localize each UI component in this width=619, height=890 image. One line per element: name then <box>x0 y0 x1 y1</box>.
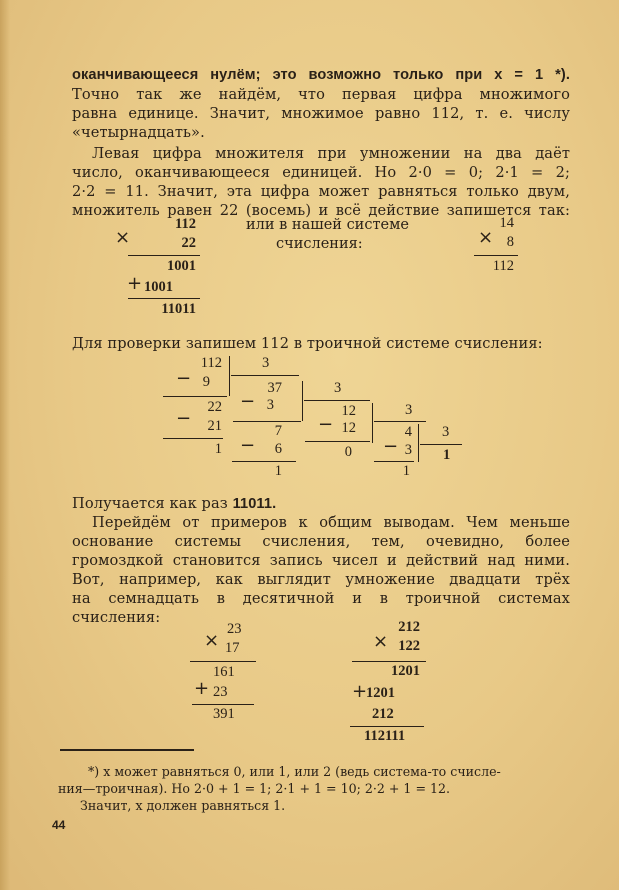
text-line: основание системы счисления, тем, очевидно, более <box>72 533 570 550</box>
quotient-dividend: 37 <box>267 380 282 396</box>
times-sign: × <box>478 227 494 248</box>
difference: 7 <box>274 423 282 439</box>
multiplicand: 23 <box>227 621 242 637</box>
result-sentence <box>72 494 570 514</box>
remainder: 1 <box>402 463 410 479</box>
multiplier: 122 <box>398 638 420 654</box>
subtrahend: 3 <box>404 442 412 458</box>
quotient-dividend: 4 <box>404 424 412 440</box>
product: 11011 <box>161 301 196 317</box>
text-line: Вот, например, как выглядит умножение двадцати трёх <box>72 571 570 588</box>
result-prefix: Получается как раз <box>72 495 228 512</box>
result-value: 11011. <box>232 496 277 512</box>
multiplicand: 112 <box>175 216 196 232</box>
rule <box>420 444 462 445</box>
subtrahend: 3 <box>266 397 274 413</box>
multiplicand: 14 <box>499 215 514 231</box>
remainder: 0 <box>344 444 352 460</box>
division-bar <box>418 424 419 462</box>
subtrahend: 12 <box>341 420 356 436</box>
product: 112111 <box>364 728 406 744</box>
text-line: на семнадцать в десятичной и в троичной системах <box>72 590 570 607</box>
minus-sign: − <box>383 436 399 457</box>
caption-line: или в нашей системе <box>246 217 409 233</box>
difference: 22 <box>207 399 222 415</box>
multiplicand: 212 <box>398 619 420 635</box>
divisor: 3 <box>442 424 450 440</box>
remainder: 1 <box>274 463 282 479</box>
multiplier: 17 <box>225 640 240 656</box>
plus-sign: + <box>352 681 368 702</box>
text-line: равна единице. Значит, множимое равно 112, т. е. числу <box>72 105 570 122</box>
remainder: 1 <box>214 441 222 457</box>
partial-product: 1001 <box>144 279 173 295</box>
divisor: 3 <box>334 380 342 396</box>
subtrahend: 9 <box>202 374 210 390</box>
partial-product: 23 <box>213 684 228 700</box>
minus-sign: − <box>176 408 192 429</box>
final-quotient: 1 <box>443 447 451 463</box>
caption-line: счисления: <box>276 236 363 252</box>
footnote-line: ния—троичная). Но 2·0 + 1 = 1; 2·1 + 1 = 10; 2·2 + 1 = 12. <box>58 781 451 796</box>
page-number: 44 <box>52 818 66 832</box>
text-line: Для проверки запишем 112 в троичной системе счисления: <box>72 335 543 352</box>
text-line: Левая цифра множителя при умножении на два даёт <box>92 145 570 162</box>
multiplier: 8 <box>506 234 514 250</box>
times-sign: × <box>115 227 131 248</box>
subtrahend: 21 <box>207 418 222 434</box>
footnote-line: Значит, x должен равняться 1. <box>80 798 286 813</box>
rule <box>231 375 299 376</box>
divisor: 3 <box>262 355 270 371</box>
text-line: «четырнадцать». <box>72 124 205 141</box>
times-sign: × <box>204 630 220 651</box>
subtrahend: 6 <box>274 441 282 457</box>
product: 391 <box>213 706 235 722</box>
dividend: 112 <box>200 355 222 371</box>
page-binding-shadow <box>0 0 10 890</box>
quotient-dividend: 12 <box>341 403 356 419</box>
minus-sign: − <box>240 435 256 456</box>
partial-product: 1201 <box>366 685 395 701</box>
product: 112 <box>492 258 514 274</box>
multiplier: 22 <box>181 235 196 251</box>
footnote-line: *) x может равняться 0, или 1, или 2 (ведь система-то счисле- <box>88 764 501 779</box>
text-line: оканчивающееся нулём; это возможно только при x = 1 *). <box>72 67 570 83</box>
partial-product: 161 <box>213 664 235 680</box>
partial-product: 1001 <box>167 258 196 274</box>
text-line: число, оканчивающееся единицей. Но 2·0 = 0; 2·1 = 2; <box>72 164 570 181</box>
division-bar <box>372 403 373 443</box>
plus-sign: + <box>194 678 210 699</box>
partial-product: 1201 <box>391 663 420 679</box>
footnote-rule <box>60 749 194 751</box>
text-line: 2·2 = 11. Значит, эта цифра может равняться только двум, <box>72 183 570 200</box>
divisor: 3 <box>405 402 413 418</box>
text-line: множитель равен 22 (восемь) и всё действие запишется так: <box>72 202 570 219</box>
plus-sign: + <box>127 273 143 294</box>
text-line: счисления: <box>72 609 161 626</box>
partial-product: 212 <box>372 706 394 722</box>
text-line: громоздкой становится запись чисел и действий над ними. <box>72 552 570 569</box>
minus-sign: − <box>176 368 192 389</box>
text-line: Перейдём от примеров к общим выводам. Чем меньше <box>92 514 570 531</box>
minus-sign: − <box>240 391 256 412</box>
text-line: Точно так же найдём, что первая цифра множимого <box>72 86 570 103</box>
times-sign: × <box>373 631 389 652</box>
minus-sign: − <box>318 414 334 435</box>
